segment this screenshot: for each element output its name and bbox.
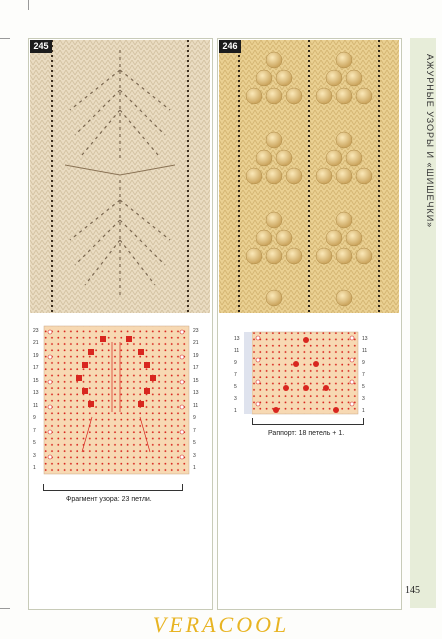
row-number-right-1: 1 <box>193 465 196 471</box>
row-number-left-11: 11 <box>234 348 240 354</box>
knitting-chart-245 <box>30 322 210 482</box>
row-number-left-7: 7 <box>234 372 237 378</box>
row-number-right-3: 3 <box>193 453 196 459</box>
row-number-left-3: 3 <box>33 453 36 459</box>
row-number-left-15: 15 <box>33 378 39 384</box>
row-number-left-7: 7 <box>33 428 36 434</box>
page-number: 145 <box>405 585 420 596</box>
row-number-left-1: 1 <box>234 408 237 414</box>
row-number-right-7: 7 <box>193 428 196 434</box>
row-number-right-3: 3 <box>362 396 365 402</box>
row-number-right-13: 13 <box>193 390 199 396</box>
row-number-right-9: 9 <box>193 415 196 421</box>
row-number-left-5: 5 <box>33 440 36 446</box>
row-number-left-5: 5 <box>234 384 237 390</box>
repeat-bracket-246 <box>252 418 364 425</box>
row-number-left-9: 9 <box>234 360 237 366</box>
chart-caption-246: Раппорт: 18 петель + 1. <box>268 430 345 437</box>
row-number-right-1: 1 <box>362 408 365 414</box>
row-number-right-17: 17 <box>193 365 199 371</box>
row-number-left-13: 13 <box>234 336 240 342</box>
row-number-left-21: 21 <box>33 340 39 346</box>
knit-photo-246 <box>219 40 399 313</box>
side-title <box>406 50 440 270</box>
crop-mark <box>0 38 10 39</box>
pattern-number-badge-245: 245 <box>30 40 52 53</box>
row-number-right-21: 21 <box>193 340 199 346</box>
row-number-right-23: 23 <box>193 328 199 334</box>
row-number-right-13: 13 <box>362 336 368 342</box>
row-number-left-19: 19 <box>33 353 39 359</box>
row-number-right-5: 5 <box>362 384 365 390</box>
chart-caption-245: Фрагмент узора: 23 петли. <box>66 496 152 503</box>
knit-photo-245 <box>30 40 210 313</box>
repeat-bracket-245 <box>43 484 183 491</box>
row-number-right-19: 19 <box>193 353 199 359</box>
row-number-right-11: 11 <box>193 403 199 409</box>
knitting-chart-246 <box>232 330 372 420</box>
row-number-left-13: 13 <box>33 390 39 396</box>
crop-mark <box>28 0 29 10</box>
row-number-left-11: 11 <box>33 403 39 409</box>
brand-watermark: VERACOOL <box>152 612 290 637</box>
side-title-text: Ажурные узоры и «шишечки» <box>425 54 435 229</box>
row-number-right-15: 15 <box>193 378 199 384</box>
row-number-left-17: 17 <box>33 365 39 371</box>
row-number-left-23: 23 <box>33 328 39 334</box>
crop-mark <box>0 608 10 609</box>
row-number-right-5: 5 <box>193 440 196 446</box>
row-number-right-7: 7 <box>362 372 365 378</box>
row-number-left-1: 1 <box>33 465 36 471</box>
pattern-number-badge-246: 246 <box>219 40 241 53</box>
row-number-right-11: 11 <box>362 348 368 354</box>
row-number-right-9: 9 <box>362 360 365 366</box>
row-number-left-3: 3 <box>234 396 237 402</box>
row-number-left-9: 9 <box>33 415 36 421</box>
